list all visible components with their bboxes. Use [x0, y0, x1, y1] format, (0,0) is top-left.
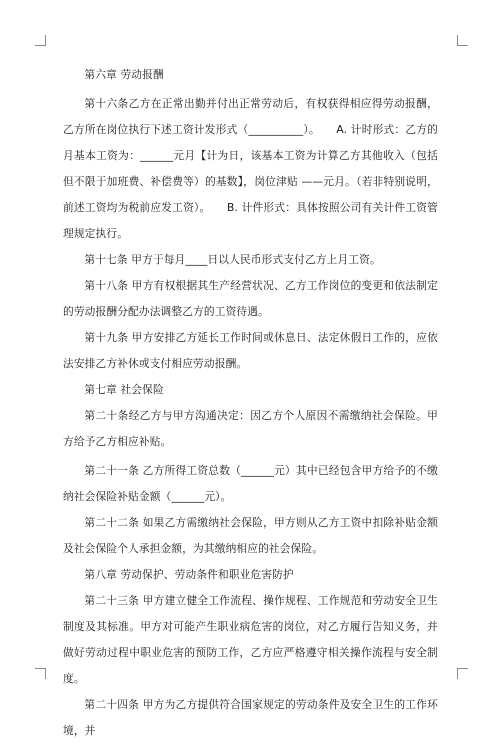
crop-mark-top-left	[35, 35, 46, 46]
article-16: 第十六条乙方在正常出勤并付出正常劳动后，有权获得相应得劳动报酬，乙方所在岗位执行下述工资计发形式（__________）。 A. 计时形式：乙方的月基本工资为：______元月【计为日，该基本工资为计算乙方其他收入（包括但不限于加班费、补偿费等）的基数】，岗位津贴 ——元月。（若非特别说明，前述工资均为税前应发工资）。 B. 计件形式：具体按照公司有关计件工资管理规定执行。	[63, 97, 438, 240]
document-body	[63, 62, 438, 744]
article-20: 第二十条经乙方与甲方沟通决定：因乙方个人原因不需缴纳社会保险。甲方给予乙方相应补贴。	[63, 409, 438, 448]
chapter-7-heading: 第七章 社会保险	[84, 383, 164, 396]
article-23: 第二十三条 甲方建立健全工作流程、操作规程、工作规范和劳动安全卫生制度及其标准。甲方对可能产生职业病危害的岗位，对乙方履行告知义务，并做好劳动过程中职业危害的预防工作，乙方应严格遵守相关操作流程与安全制度。	[63, 594, 438, 685]
article-18: 第十八条 甲方有权根据其生产经营状况、乙方工作岗位的变更和依法制定的劳动报酬分配办法调整乙方的工资待遇。	[63, 279, 438, 318]
article-24: 第二十四条 甲方为乙方提供符合国家规定的劳动条件及安全卫生的工作环境，并	[63, 698, 438, 737]
crop-mark-top-right	[457, 35, 468, 46]
crop-mark-bottom-left	[35, 668, 46, 679]
chapter-8-heading: 第八章 劳动保护、劳动条件和职业危害防护	[84, 568, 294, 581]
article-19: 第十九条 甲方安排乙方延长工作时间或休息日、法定休假日工作的，应依法安排乙方补休或支付相应劳动报酬。	[63, 331, 438, 370]
chapter-6-heading: 第六章 劳动报酬	[84, 68, 164, 81]
article-21: 第二十一条 乙方所得工资总数（______元）其中已经包含甲方给予的不缴纳社会保险补贴金额（______元）。	[63, 464, 438, 503]
crop-mark-bottom-right	[457, 668, 468, 679]
article-17: 第十七条 甲方于每月____日以人民币形式支付乙方上月工资。	[84, 253, 381, 266]
article-22: 第二十二条 如果乙方需缴纳社会保险，甲方则从乙方工资中扣除补贴金额及社会保险个人承担金额，为其缴纳相应的社会保险。	[63, 516, 438, 555]
